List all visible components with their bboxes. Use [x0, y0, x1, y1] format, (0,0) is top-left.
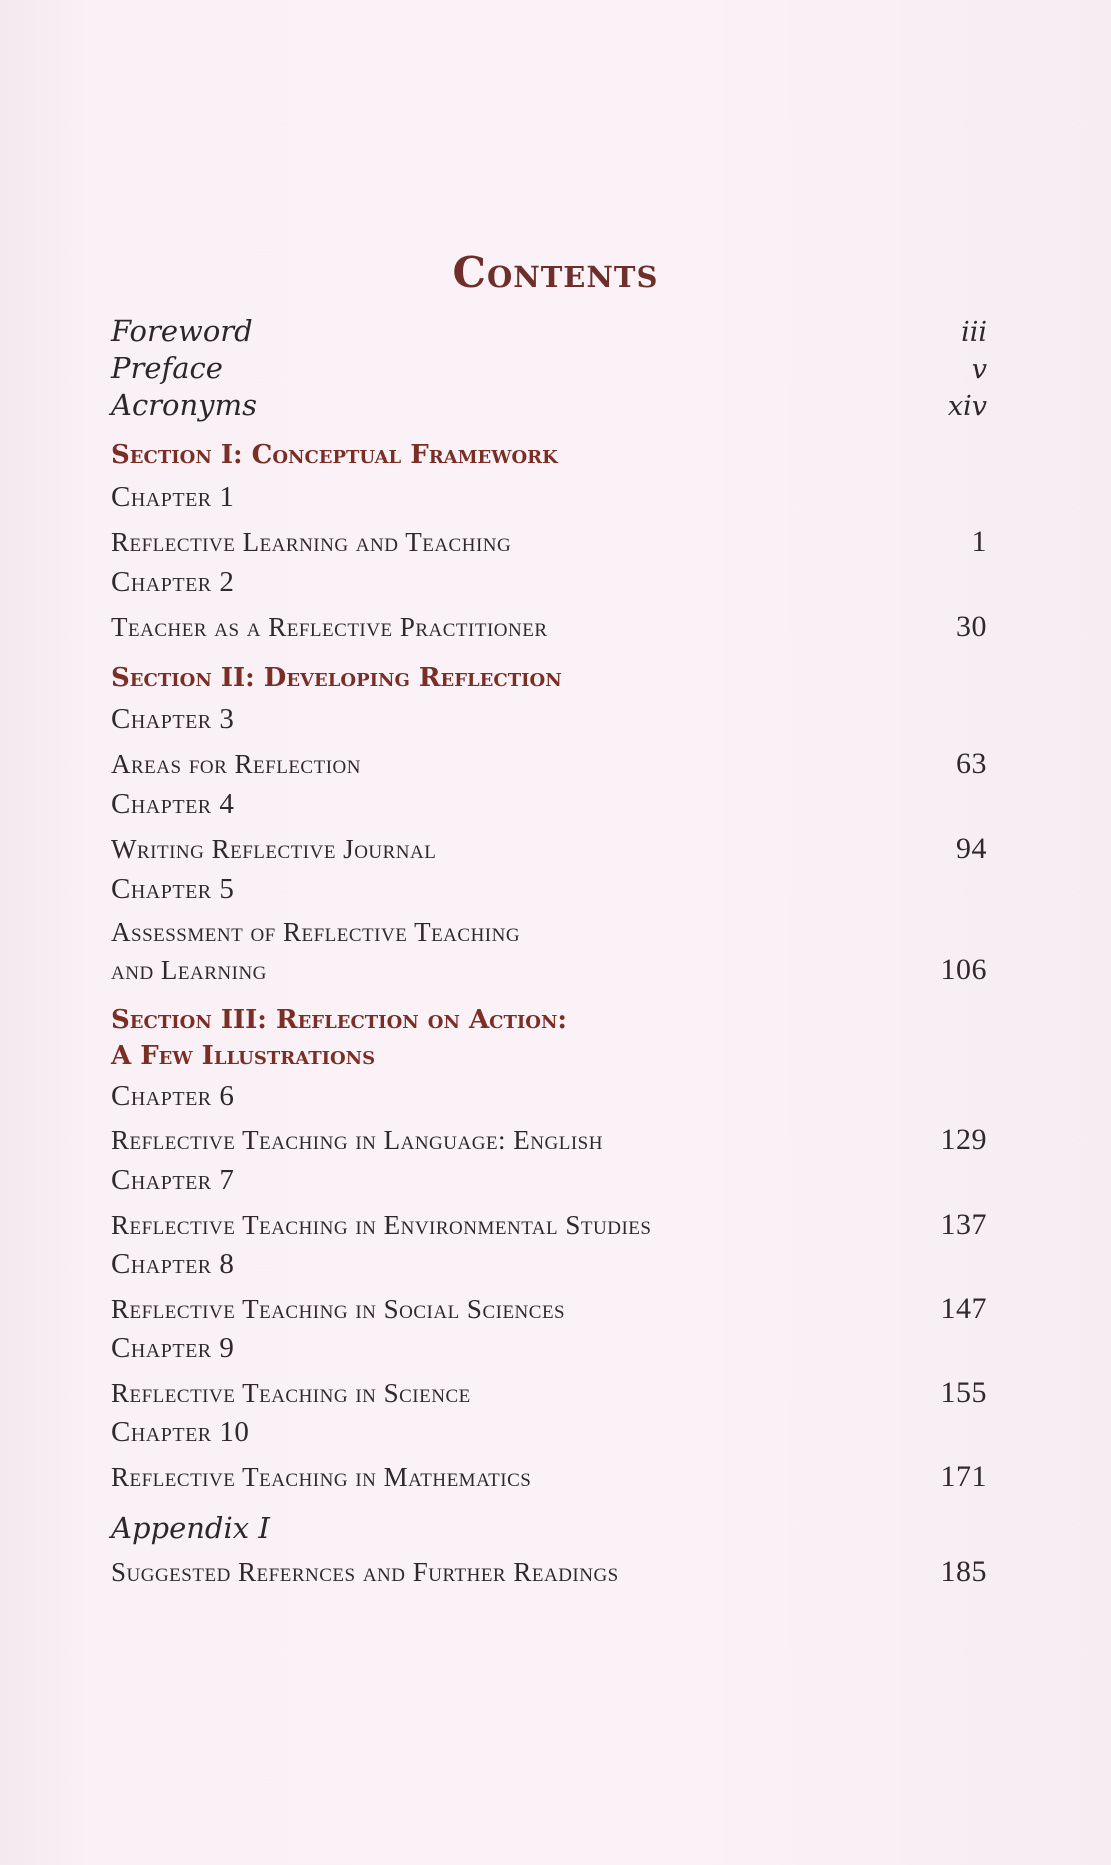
section-heading-2	[111, 663, 987, 693]
toc-entry-appendix[interactable]	[111, 1555, 987, 1589]
toc-entry-chapter-2[interactable]	[111, 610, 987, 644]
entry-label: Acronyms	[111, 388, 257, 422]
chapter-number-2	[111, 566, 987, 599]
toc-entry-preface[interactable]	[111, 351, 987, 385]
chapter-number-9	[111, 1332, 987, 1365]
entry-page: 63	[956, 747, 987, 780]
toc-entry-chapter-5[interactable]	[111, 953, 987, 987]
entry-page: 147	[940, 1292, 987, 1325]
appendix-label: Appendix I	[111, 1511, 270, 1545]
chapter-title: Reflective Teaching in Language: English	[111, 1125, 603, 1155]
chapter-title: Areas for Reflection	[111, 749, 361, 779]
entry-page: 171	[940, 1460, 987, 1493]
section-heading-1	[111, 440, 987, 470]
section-heading-3	[111, 1005, 987, 1035]
chapter-number-7	[111, 1164, 987, 1197]
toc-entry-acronyms[interactable]	[111, 388, 987, 422]
chapter-number-1	[111, 481, 987, 514]
entry-page: 129	[940, 1123, 987, 1156]
entry-label: Foreword	[111, 314, 253, 348]
chapter-number: Chapter 9	[111, 1332, 235, 1364]
entry-page: v	[971, 354, 987, 385]
chapter-number-10	[111, 1416, 987, 1449]
chapter-title: Reflective Teaching in Social Sciences	[111, 1294, 566, 1324]
chapter-number: Chapter 1	[111, 481, 235, 513]
toc-entry-chapter-6[interactable]	[111, 1123, 987, 1157]
entry-page: 30	[956, 610, 987, 643]
section-label: Section I: Conceptual Framework	[111, 440, 558, 470]
entry-page: iii	[961, 317, 987, 348]
section-label: A Few Illustrations	[111, 1041, 376, 1071]
chapter-number-4	[111, 788, 987, 821]
chapter-number: Chapter 6	[111, 1080, 235, 1112]
page-title: Contents	[452, 248, 659, 297]
section-heading-3-line2	[111, 1041, 987, 1071]
toc-entry-chapter-7[interactable]	[111, 1208, 987, 1242]
toc-entry-chapter-1[interactable]	[111, 525, 987, 559]
chapter-number-6	[111, 1080, 987, 1113]
toc-entry-chapter-9[interactable]	[111, 1376, 987, 1410]
entry-label: Preface	[111, 351, 223, 385]
toc-entry-foreword[interactable]	[111, 314, 987, 348]
section-label: Section II: Developing Reflection	[111, 663, 562, 693]
entry-page: 155	[940, 1376, 987, 1409]
chapter-title: and Learning	[111, 955, 267, 985]
toc-entry-chapter-8[interactable]	[111, 1292, 987, 1326]
chapter-number: Chapter 4	[111, 788, 235, 820]
chapter-title: Reflective Teaching in Science	[111, 1378, 471, 1408]
chapter-number: Chapter 2	[111, 566, 235, 598]
entry-page: 106	[940, 953, 987, 986]
chapter-title: Writing Reflective Journal	[111, 834, 437, 864]
toc-entry-chapter-4[interactable]	[111, 832, 987, 866]
section-label: Section III: Reflection on Action:	[111, 1005, 567, 1035]
chapter-number-5	[111, 873, 987, 906]
entry-page: xiv	[947, 391, 987, 422]
chapter-number: Chapter 5	[111, 873, 235, 905]
chapter-number: Chapter 7	[111, 1164, 235, 1196]
chapter-number: Chapter 10	[111, 1416, 250, 1448]
chapter-title: Reflective Learning and Teaching	[111, 527, 512, 557]
chapter-title: Reflective Teaching in Mathematics	[111, 1462, 532, 1492]
chapter-number-8	[111, 1248, 987, 1281]
entry-page: 137	[940, 1208, 987, 1241]
chapter-number: Chapter 3	[111, 703, 235, 735]
chapter-number-3	[111, 703, 987, 736]
toc-entry-chapter-5-line1[interactable]	[111, 917, 987, 948]
chapter-title: Reflective Teaching in Environmental Studies	[111, 1210, 652, 1240]
appendix-title: Suggested Refernces and Further Readings	[111, 1557, 619, 1587]
entry-page: 94	[956, 832, 987, 865]
entry-page: 185	[940, 1555, 987, 1588]
appendix-label-row	[111, 1511, 987, 1545]
entry-page: 1	[971, 525, 987, 558]
chapter-title: Assessment of Reflective Teaching	[111, 917, 521, 947]
chapter-title: Teacher as a Reflective Practitioner	[111, 612, 548, 642]
toc-entry-chapter-3[interactable]	[111, 747, 987, 781]
chapter-number: Chapter 8	[111, 1248, 235, 1280]
toc-entry-chapter-10[interactable]	[111, 1460, 987, 1494]
